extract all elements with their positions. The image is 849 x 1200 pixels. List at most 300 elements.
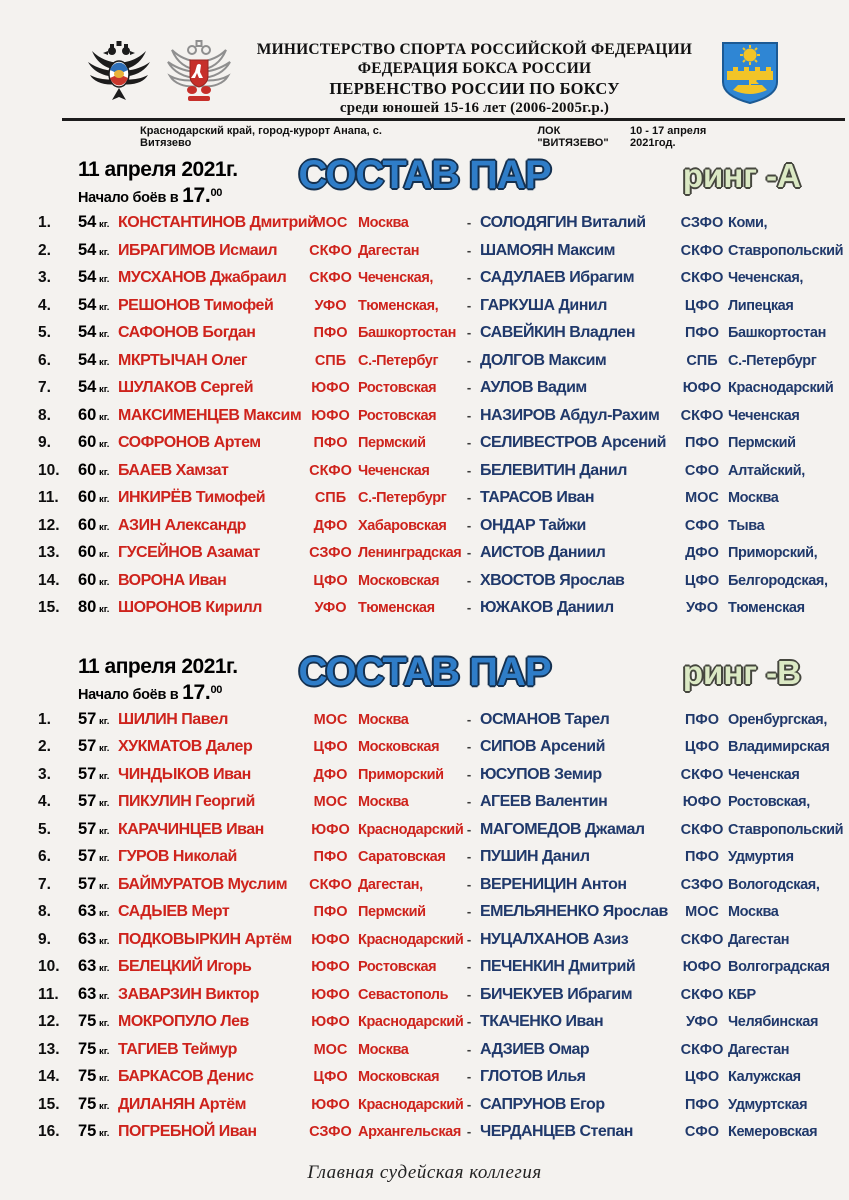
blue-corner-name: ПЕЧЕНКИН Дмитрий (480, 958, 636, 976)
pair-separator: - (466, 572, 472, 588)
red-corner-region: С.-Петербуг (358, 352, 439, 369)
blue-corner-district: СЗФО (680, 215, 724, 232)
pair-separator: - (466, 1069, 472, 1085)
session-date: 11 апреля 2021г. (78, 654, 238, 678)
row-number: 16. (38, 1123, 60, 1141)
blue-corner-region: Волгоградская (728, 959, 830, 976)
ring-label: ринг -В (682, 653, 801, 691)
blue-corner-name: АУЛОВ Вадим (480, 379, 587, 397)
red-corner-name: ГУРОВ Николай (118, 848, 237, 866)
weight-unit: кг. (96, 604, 110, 616)
blue-corner-region: С.-Петербург (728, 352, 817, 369)
blue-corner-name: АДЗИЕВ Омар (480, 1040, 590, 1058)
red-corner-district: УФО (314, 297, 347, 314)
red-corner-district: МОС (313, 215, 348, 232)
red-corner-name: АЗИН Александр (118, 516, 246, 534)
row-number: 2. (38, 241, 51, 259)
ring-b-section (0, 649, 849, 1150)
blue-corner-district: МОС (685, 490, 719, 507)
row-number: 11. (38, 985, 59, 1003)
blue-corner-name: ПУШИН Данил (480, 848, 590, 866)
ring-b-pairs-list (0, 710, 849, 1150)
blue-corner-district: ПФО (684, 435, 720, 452)
red-corner-name: БЕЛЕЦКИЙ Игорь (118, 958, 252, 976)
weight-unit: кг. (96, 1018, 110, 1030)
red-corner-region: Ростовская (358, 959, 437, 976)
weight-category: 54 кг. (78, 323, 110, 342)
red-corner-name: ВОРОНА Иван (118, 571, 227, 589)
blue-corner-region: Ставропольский (728, 821, 844, 838)
pair-row (38, 875, 849, 903)
red-corner-district: ДФО (313, 766, 348, 783)
blue-corner-name: ХВОСТОВ Ярослав (480, 571, 625, 589)
blue-corner-name: ЕМЕЛЬЯНЕНКО Ярослав (480, 903, 668, 921)
blue-corner-region: Вологодская, (728, 876, 820, 893)
blue-corner-region: Башкортостан (728, 325, 826, 342)
red-corner-region: Москва (358, 1041, 409, 1058)
weight-unit: кг. (96, 219, 110, 231)
header-line-age-group: среди юношей 15-16 лет (2006-2005г.р.) (339, 99, 610, 116)
weight-unit: кг. (96, 549, 110, 561)
blue-corner-district: ПФО (684, 849, 720, 866)
pair-row (38, 1095, 849, 1123)
weight-category: 75 кг. (78, 1067, 110, 1086)
red-corner-name: СОФРОНОВ Артем (118, 434, 261, 452)
weight-unit: кг. (96, 935, 110, 947)
header-line-ministry: МИНИСТЕРСТВО СПОРТА РОССИЙСКОЙ ФЕДЕРАЦИИ (256, 41, 693, 58)
blue-corner-district: ЦФО (684, 572, 720, 589)
blue-corner-region: Ростовская, (728, 794, 810, 811)
pair-separator: - (466, 821, 472, 837)
pair-row (38, 902, 849, 930)
weight-unit: кг. (96, 963, 110, 975)
blue-corner-district: ЮФО (682, 794, 722, 811)
blue-corner-district: МОС (685, 904, 719, 921)
blue-corner-region: Чеченская (728, 407, 800, 424)
blue-corner-name: БЕЛЕВИТИН Данил (480, 461, 627, 479)
weight-category: 57 кг. (78, 874, 110, 893)
red-corner-name: БАЙМУРАТОВ Муслим (118, 875, 288, 893)
pair-row (38, 1122, 849, 1150)
pair-row (38, 847, 849, 875)
blue-corner-region: Удмуртия (728, 849, 794, 866)
weight-unit: кг. (96, 743, 110, 755)
pair-separator: - (466, 794, 472, 810)
right-emblem (719, 40, 785, 109)
red-corner-name: ШИЛИН Павел (118, 710, 228, 728)
row-number: 3. (38, 765, 51, 783)
ministry-of-sport-emblem-icon (86, 40, 152, 102)
blue-corner-district: ПФО (684, 1096, 720, 1113)
pair-row (38, 323, 849, 351)
weight-category: 54 кг. (78, 268, 110, 287)
weight-category: 60 кг. (78, 488, 110, 507)
blue-corner-region: Москва (728, 904, 779, 921)
pair-row (38, 1040, 849, 1068)
red-corner-name: КАРАЧИНЦЕВ Иван (118, 820, 264, 838)
pair-row (38, 488, 849, 516)
weight-unit: кг. (96, 1073, 110, 1085)
weight-unit: кг. (96, 880, 110, 892)
weight-unit: кг. (96, 521, 110, 533)
pair-row (38, 406, 849, 434)
weight-category: 80 кг. (78, 598, 110, 617)
pair-separator: - (466, 490, 472, 506)
session-date-block (78, 655, 238, 705)
weight-unit: кг. (96, 908, 110, 920)
pair-separator: - (466, 986, 472, 1002)
blue-corner-district: ЦФО (684, 1069, 720, 1086)
red-corner-region: Хабаровская (358, 517, 447, 534)
blue-corner-name: ОСМАНОВ Тарел (480, 710, 610, 728)
blue-corner-name: ГАРКУША Динил (480, 296, 607, 314)
row-number: 6. (38, 351, 51, 369)
footer-signature: Главная судейская коллегия (307, 1161, 542, 1183)
weight-unit: кг. (96, 715, 110, 727)
weight-category: 57 кг. (78, 737, 110, 756)
red-corner-region: Пермский (358, 435, 426, 452)
blue-corner-region: Дагестан (728, 1041, 790, 1058)
row-number: 4. (38, 296, 51, 314)
weight-category: 75 кг. (78, 1012, 110, 1031)
header-title-block (238, 40, 711, 117)
red-corner-name: ПОДКОВЫРКИН Артём (118, 930, 292, 948)
red-corner-name: ШОРОНОВ Кирилл (118, 599, 262, 617)
vityazevo-coat-of-arms-icon (719, 40, 781, 104)
blue-corner-region: КБР (728, 986, 756, 1003)
start-label: Начало боёв в (78, 686, 179, 703)
pair-separator: - (466, 270, 472, 286)
blue-corner-region: Кемеровская (728, 1124, 818, 1141)
pair-separator: - (466, 766, 472, 782)
row-number: 14. (38, 571, 60, 589)
blue-corner-name: НУЦАЛХАНОВ Азиз (480, 930, 629, 948)
red-corner-district: ЦФО (313, 572, 348, 589)
pair-separator: - (466, 215, 472, 231)
blue-corner-district: СКФО (680, 407, 724, 424)
pair-separator: - (466, 904, 472, 920)
pair-row (38, 461, 849, 489)
row-number: 15. (38, 1095, 60, 1113)
pair-separator: - (466, 297, 472, 313)
red-corner-region: Дагестан (358, 242, 420, 259)
red-corner-district: ДФО (313, 517, 348, 534)
red-corner-name: КОНСТАНТИНОВ Дмитрий (118, 214, 317, 232)
weight-unit: кг. (96, 246, 110, 258)
red-corner-name: МОКРОПУЛО Лев (118, 1013, 249, 1031)
blue-corner-district: СКФО (680, 766, 724, 783)
session-date-block (78, 158, 238, 208)
blue-corner-district: СЗФО (680, 876, 724, 893)
weight-unit: кг. (96, 329, 110, 341)
pair-separator: - (466, 711, 472, 727)
row-number: 13. (38, 544, 60, 562)
red-corner-name: ИНКИРЁВ Тимофей (118, 489, 266, 507)
red-corner-district: СКФО (309, 242, 352, 259)
red-corner-region: Архангельская (358, 1124, 461, 1141)
red-corner-district: ПФО (313, 325, 348, 342)
ring-a-header (0, 155, 849, 213)
blue-corner-name: ДОЛГОВ Максим (480, 351, 607, 369)
weight-unit: кг. (96, 825, 110, 837)
weight-unit: кг. (96, 274, 110, 286)
weight-category: 63 кг. (78, 984, 110, 1003)
red-corner-name: МУСХАНОВ Джабраил (118, 269, 287, 287)
weight-unit: кг. (96, 356, 110, 368)
pair-separator: - (466, 1124, 472, 1140)
red-corner-district: СПБ (314, 352, 347, 369)
red-corner-region: Москва (358, 215, 409, 232)
red-corner-name: САДЫЕВ Мерт (118, 903, 230, 921)
pair-row (38, 985, 849, 1013)
weight-unit: кг. (96, 576, 110, 588)
red-corner-name: БАРКАСОВ Денис (118, 1068, 254, 1086)
row-number: 1. (38, 214, 51, 232)
pair-separator: - (466, 407, 472, 423)
session-date: 11 апреля 2021г. (78, 158, 238, 182)
row-number: 2. (38, 738, 51, 756)
section-title: СОСТАВ ПАР (298, 153, 551, 198)
pair-row (38, 737, 849, 765)
red-corner-name: ХУКМАТОВ Далер (118, 738, 253, 756)
red-corner-region: Севастополь (358, 986, 449, 1003)
red-corner-region: Москва (358, 794, 409, 811)
blue-corner-name: ТАРАСОВ Иван (480, 489, 595, 507)
weight-unit: кг. (96, 411, 110, 423)
blue-corner-region: Краснодарский (728, 380, 834, 397)
blue-corner-region: Коми, (728, 215, 768, 232)
red-corner-name: ДИЛАНЯН Артём (118, 1095, 246, 1113)
pair-separator: - (466, 959, 472, 975)
weight-category: 54 кг. (78, 295, 110, 314)
red-corner-district: ПФО (313, 435, 348, 452)
ring-label: ринг -А (682, 157, 801, 195)
weight-unit: кг. (96, 990, 110, 1002)
red-corner-name: БААЕВ Хамзат (118, 461, 229, 479)
pair-separator: - (466, 931, 472, 947)
weight-category: 63 кг. (78, 957, 110, 976)
red-corner-region: Тюменская (358, 600, 435, 617)
pair-separator: - (466, 739, 472, 755)
blue-corner-name: ТКАЧЕНКО Иван (480, 1013, 604, 1031)
blue-corner-name: ГЛОТОВ Илья (480, 1068, 586, 1086)
pair-row (38, 241, 849, 269)
blue-corner-region: Владимирская (728, 739, 830, 756)
red-corner-name: ЧИНДЫКОВ Иван (118, 765, 251, 783)
red-corner-name: ГУСЕЙНОВ Азамат (118, 544, 260, 562)
red-corner-name: ЗАВАРЗИН Виктор (118, 985, 259, 1003)
blue-corner-district: СКФО (680, 986, 724, 1003)
pair-row (38, 820, 849, 848)
weight-unit: кг. (96, 1128, 110, 1140)
blue-corner-district: СКФО (680, 821, 724, 838)
red-corner-region: Московская (358, 739, 440, 756)
weight-unit: кг. (96, 301, 110, 313)
red-corner-region: Приморский (358, 766, 444, 783)
pair-row (38, 543, 849, 571)
red-corner-region: Чеченская (358, 462, 430, 479)
blue-corner-region: Ставропольский (728, 242, 844, 259)
venue-facility: ЛОК "ВИТЯЗЕВО" (537, 125, 609, 150)
red-corner-region: Краснодарский (358, 931, 464, 948)
blue-corner-name: ВЕРЕНИЦИН Антон (480, 875, 627, 893)
weight-unit: кг. (96, 853, 110, 865)
weight-category: 54 кг. (78, 378, 110, 397)
red-corner-district: МОС (313, 711, 348, 728)
red-corner-region: Краснодарский (358, 1096, 464, 1113)
red-corner-district: СКФО (309, 462, 352, 479)
weight-category: 60 кг. (78, 460, 110, 479)
red-corner-region: Ростовская (358, 407, 437, 424)
pair-separator: - (466, 435, 472, 451)
red-corner-name: ШУЛАКОВ Сергей (118, 379, 254, 397)
venue-dates: 10 - 17 апреля 2021год. (630, 125, 707, 150)
pair-row (38, 1067, 849, 1095)
red-corner-district: ЮФО (311, 380, 350, 397)
blue-corner-region: Липецкая (728, 297, 794, 314)
blue-corner-name: БИЧЕКУЕВ Ибрагим (480, 985, 633, 1003)
blue-corner-district: ЮФО (682, 959, 722, 976)
blue-corner-name: САПРУНОВ Егор (480, 1095, 605, 1113)
blue-corner-name: МАГОМЕДОВ Джамал (480, 820, 645, 838)
weight-category: 54 кг. (78, 213, 110, 232)
weight-category: 57 кг. (78, 847, 110, 866)
section-title: СОСТАВ ПАР (298, 649, 551, 694)
pair-row (38, 351, 849, 379)
blue-corner-district: СПБ (686, 352, 718, 369)
pair-separator: - (466, 545, 472, 561)
blue-corner-name: СЕЛИВЕСТРОВ Арсений (480, 434, 666, 452)
red-corner-district: ЮФО (311, 821, 350, 838)
weight-category: 60 кг. (78, 515, 110, 534)
pair-row (38, 957, 849, 985)
pair-row (38, 710, 849, 738)
weight-unit: кг. (96, 770, 110, 782)
pair-separator: - (466, 849, 472, 865)
left-emblems (86, 40, 238, 104)
blue-corner-region: Тюменская (728, 600, 805, 617)
start-hour: 17. (182, 184, 211, 208)
red-corner-district: УФО (314, 600, 347, 617)
weight-unit: кг. (96, 466, 110, 478)
red-corner-region: Краснодарский (358, 821, 464, 838)
pair-separator: - (466, 242, 472, 258)
pair-separator: - (466, 352, 472, 368)
blue-corner-district: ДФО (685, 545, 719, 562)
red-corner-region: Ленинградская (358, 545, 462, 562)
red-corner-name: САФОНОВ Богдан (118, 324, 256, 342)
red-corner-district: МОС (313, 1041, 348, 1058)
row-number: 4. (38, 793, 51, 811)
blue-corner-name: ЧЕРДАНЦЕВ Степан (480, 1123, 633, 1141)
pair-row (38, 930, 849, 958)
document-header (0, 0, 849, 117)
blue-corner-region: Пермский (728, 435, 796, 452)
pair-row (38, 516, 849, 544)
blue-corner-district: УФО (685, 1014, 719, 1031)
red-corner-district: ЮФО (311, 1096, 350, 1113)
pair-row (38, 1012, 849, 1040)
red-corner-district: ПФО (313, 849, 348, 866)
weight-category: 75 кг. (78, 1094, 110, 1113)
blue-corner-district: СКФО (680, 270, 724, 287)
blue-corner-region: Удмуртская (728, 1096, 808, 1113)
red-corner-name: РЕШОНОВ Тимофей (118, 296, 274, 314)
weight-category: 57 кг. (78, 709, 110, 728)
blue-corner-name: СОЛОДЯГИН Виталий (480, 214, 646, 232)
red-corner-district: СКФО (309, 270, 352, 287)
blue-corner-district: ПФО (684, 711, 720, 728)
blue-corner-name: АИСТОВ Даниил (480, 544, 606, 562)
row-number: 9. (38, 434, 51, 452)
weight-category: 57 кг. (78, 819, 110, 838)
red-corner-district: ЮФО (311, 407, 350, 424)
blue-corner-district: ЦФО (684, 739, 720, 756)
red-corner-region: Москва (358, 711, 409, 728)
row-number: 7. (38, 379, 51, 397)
start-label: Начало боёв в (78, 190, 179, 207)
red-corner-district: ПФО (313, 904, 348, 921)
blue-corner-district: СКФО (680, 242, 724, 259)
red-corner-name: МАКСИМЕНЦЕВ Максим (118, 406, 302, 424)
blue-corner-name: ЮСУПОВ Земир (480, 765, 602, 783)
row-number: 10. (38, 461, 60, 479)
red-corner-district: СПБ (314, 490, 347, 507)
pair-separator: - (466, 1014, 472, 1030)
blue-corner-region: Алтайский, (728, 462, 805, 479)
red-corner-region: Чеченская, (358, 270, 434, 287)
red-corner-district: ЮФО (311, 1014, 350, 1031)
blue-corner-district: УФО (685, 600, 719, 617)
blue-corner-region: Тыва (728, 517, 765, 534)
pair-separator: - (466, 517, 472, 533)
red-corner-district: ЮФО (311, 986, 350, 1003)
blue-corner-region: Приморский, (728, 545, 818, 562)
blue-corner-region: Белгородская, (728, 572, 828, 589)
row-number: 3. (38, 269, 51, 287)
pair-row (38, 378, 849, 406)
red-corner-district: СЗФО (309, 545, 352, 562)
venue-row (0, 121, 849, 149)
weight-category: 54 кг. (78, 240, 110, 259)
blue-corner-name: СИПОВ Арсений (480, 738, 605, 756)
red-corner-district: ЮФО (311, 959, 350, 976)
red-corner-region: Пермский (358, 904, 426, 921)
pair-row (38, 571, 849, 599)
blue-corner-name: АГЕЕВ Валентин (480, 793, 608, 811)
pair-row (38, 792, 849, 820)
red-corner-region: Башкортостан (358, 325, 456, 342)
pair-separator: - (466, 600, 472, 616)
weight-category: 60 кг. (78, 405, 110, 424)
session-start-time (78, 681, 238, 705)
row-number: 5. (38, 820, 51, 838)
red-corner-district: ЦФО (313, 739, 348, 756)
weight-unit: кг. (96, 439, 110, 451)
pair-separator: - (466, 1041, 472, 1057)
red-corner-region: Ростовская (358, 380, 437, 397)
blue-corner-region: Челябинская (728, 1014, 818, 1031)
weight-category: 54 кг. (78, 350, 110, 369)
weight-unit: кг. (96, 494, 110, 506)
red-corner-region: С.-Петербург (358, 490, 447, 507)
ring-b-header (0, 649, 849, 710)
red-corner-name: ИБРАГИМОВ Исмаил (118, 241, 278, 259)
red-corner-district: ЮФО (311, 931, 350, 948)
pair-row (38, 268, 849, 296)
pair-separator: - (466, 462, 472, 478)
blue-corner-name: ШАМОЯН Максим (480, 241, 615, 259)
